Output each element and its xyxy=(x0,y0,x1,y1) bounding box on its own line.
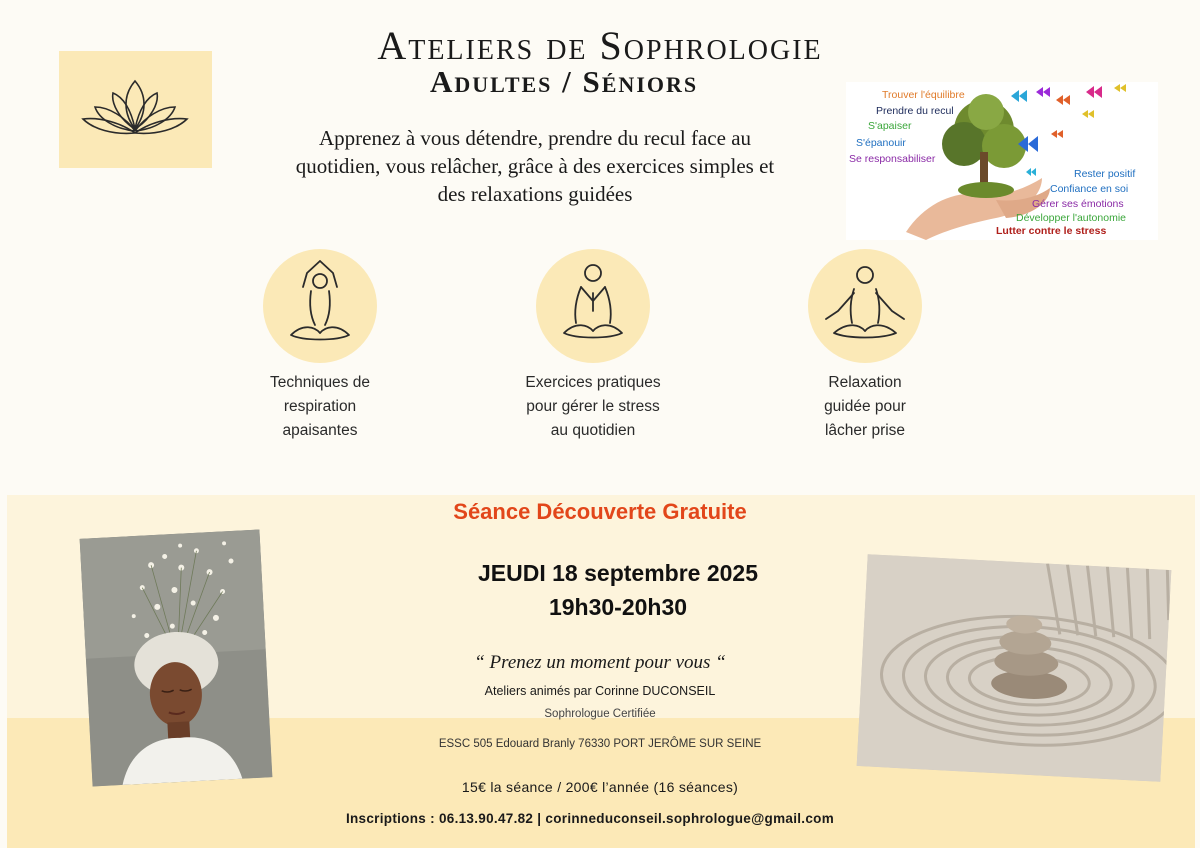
feature-line: Techniques de xyxy=(270,374,370,391)
event-date: JEUDI 18 septembre 2025 xyxy=(478,560,758,586)
event-certification: Sophrologue Certifiée xyxy=(544,708,656,720)
intro-line: Apprenez à vous détendre, prendre du recul face au xyxy=(318,126,752,150)
page-title: Ateliers de Sophrologie xyxy=(377,23,823,68)
tree-word: Rester positif xyxy=(1074,168,1136,180)
feature-circle-exercises xyxy=(536,249,650,363)
intro-text xyxy=(240,124,830,208)
tree-hands-image xyxy=(846,82,1158,240)
intro-line: des relaxations guidées xyxy=(437,182,633,206)
lotus-logo-box xyxy=(59,51,212,168)
tree-word: Trouver l'équilibre xyxy=(882,89,965,101)
event-quote: “ Prenez un moment pour vous “ xyxy=(474,652,726,673)
event-animator: Ateliers animés par Corinne DUCONSEIL xyxy=(484,684,716,698)
feature-line: guidée pour xyxy=(824,398,906,415)
event-address: ESSC 505 Edouard Branly 76330 PORT JERÔME SUR SEINE xyxy=(438,738,762,750)
tree-word: S'épanouir xyxy=(856,137,906,149)
zen-stones-illustration xyxy=(857,554,1172,782)
zen-stones-photo xyxy=(857,554,1172,782)
event-time: 19h30-20h30 xyxy=(548,594,688,620)
event-registration: Inscriptions : 06.13.90.47.82 | corinneduconseil.sophrologue@gmail.com xyxy=(345,811,835,826)
tree-word: Prendre du recul xyxy=(876,105,954,117)
lotus-icon xyxy=(79,73,191,145)
tree-word: Lutter contre le stress xyxy=(996,225,1107,237)
tree-word: S'apaiser xyxy=(868,120,912,132)
feature-text-exercises xyxy=(483,371,703,443)
intro-line: quotidien, vous relâcher, grâce à des exercices simples et xyxy=(295,154,775,178)
feature-line: Relaxation xyxy=(828,374,902,391)
feature-line: apaisantes xyxy=(282,422,358,439)
tree-word: Confiance en soi xyxy=(1050,183,1129,195)
feature-text-relaxation xyxy=(755,371,975,443)
feature-line: lâcher prise xyxy=(824,422,906,439)
page-subtitle: Adultes / Séniors xyxy=(430,64,699,99)
meditation-arms-up-icon xyxy=(263,249,377,363)
event-price: 15€ la séance / 200€ l’année (16 séances) xyxy=(461,779,739,795)
tree-word: Gérer ses émotions xyxy=(1032,198,1124,210)
feature-line: Exercices pratiques xyxy=(525,374,661,391)
feature-circle-relaxation xyxy=(808,249,922,363)
woman-flowers-photo xyxy=(80,529,273,786)
feature-line: respiration xyxy=(283,398,357,415)
meditation-prayer-icon xyxy=(536,249,650,363)
meditation-relax-icon xyxy=(808,249,922,363)
tree-word: Se responsabiliser xyxy=(849,153,936,165)
feature-line: au quotidien xyxy=(550,422,636,439)
feature-circle-breathing xyxy=(263,249,377,363)
event-headline: Séance Découverte Gratuite xyxy=(453,499,747,524)
woman-flowers-illustration xyxy=(80,529,273,786)
feature-text-breathing xyxy=(210,371,430,443)
tree-word: Développer l'autonomie xyxy=(1016,212,1126,224)
feature-line: pour gérer le stress xyxy=(526,398,660,415)
